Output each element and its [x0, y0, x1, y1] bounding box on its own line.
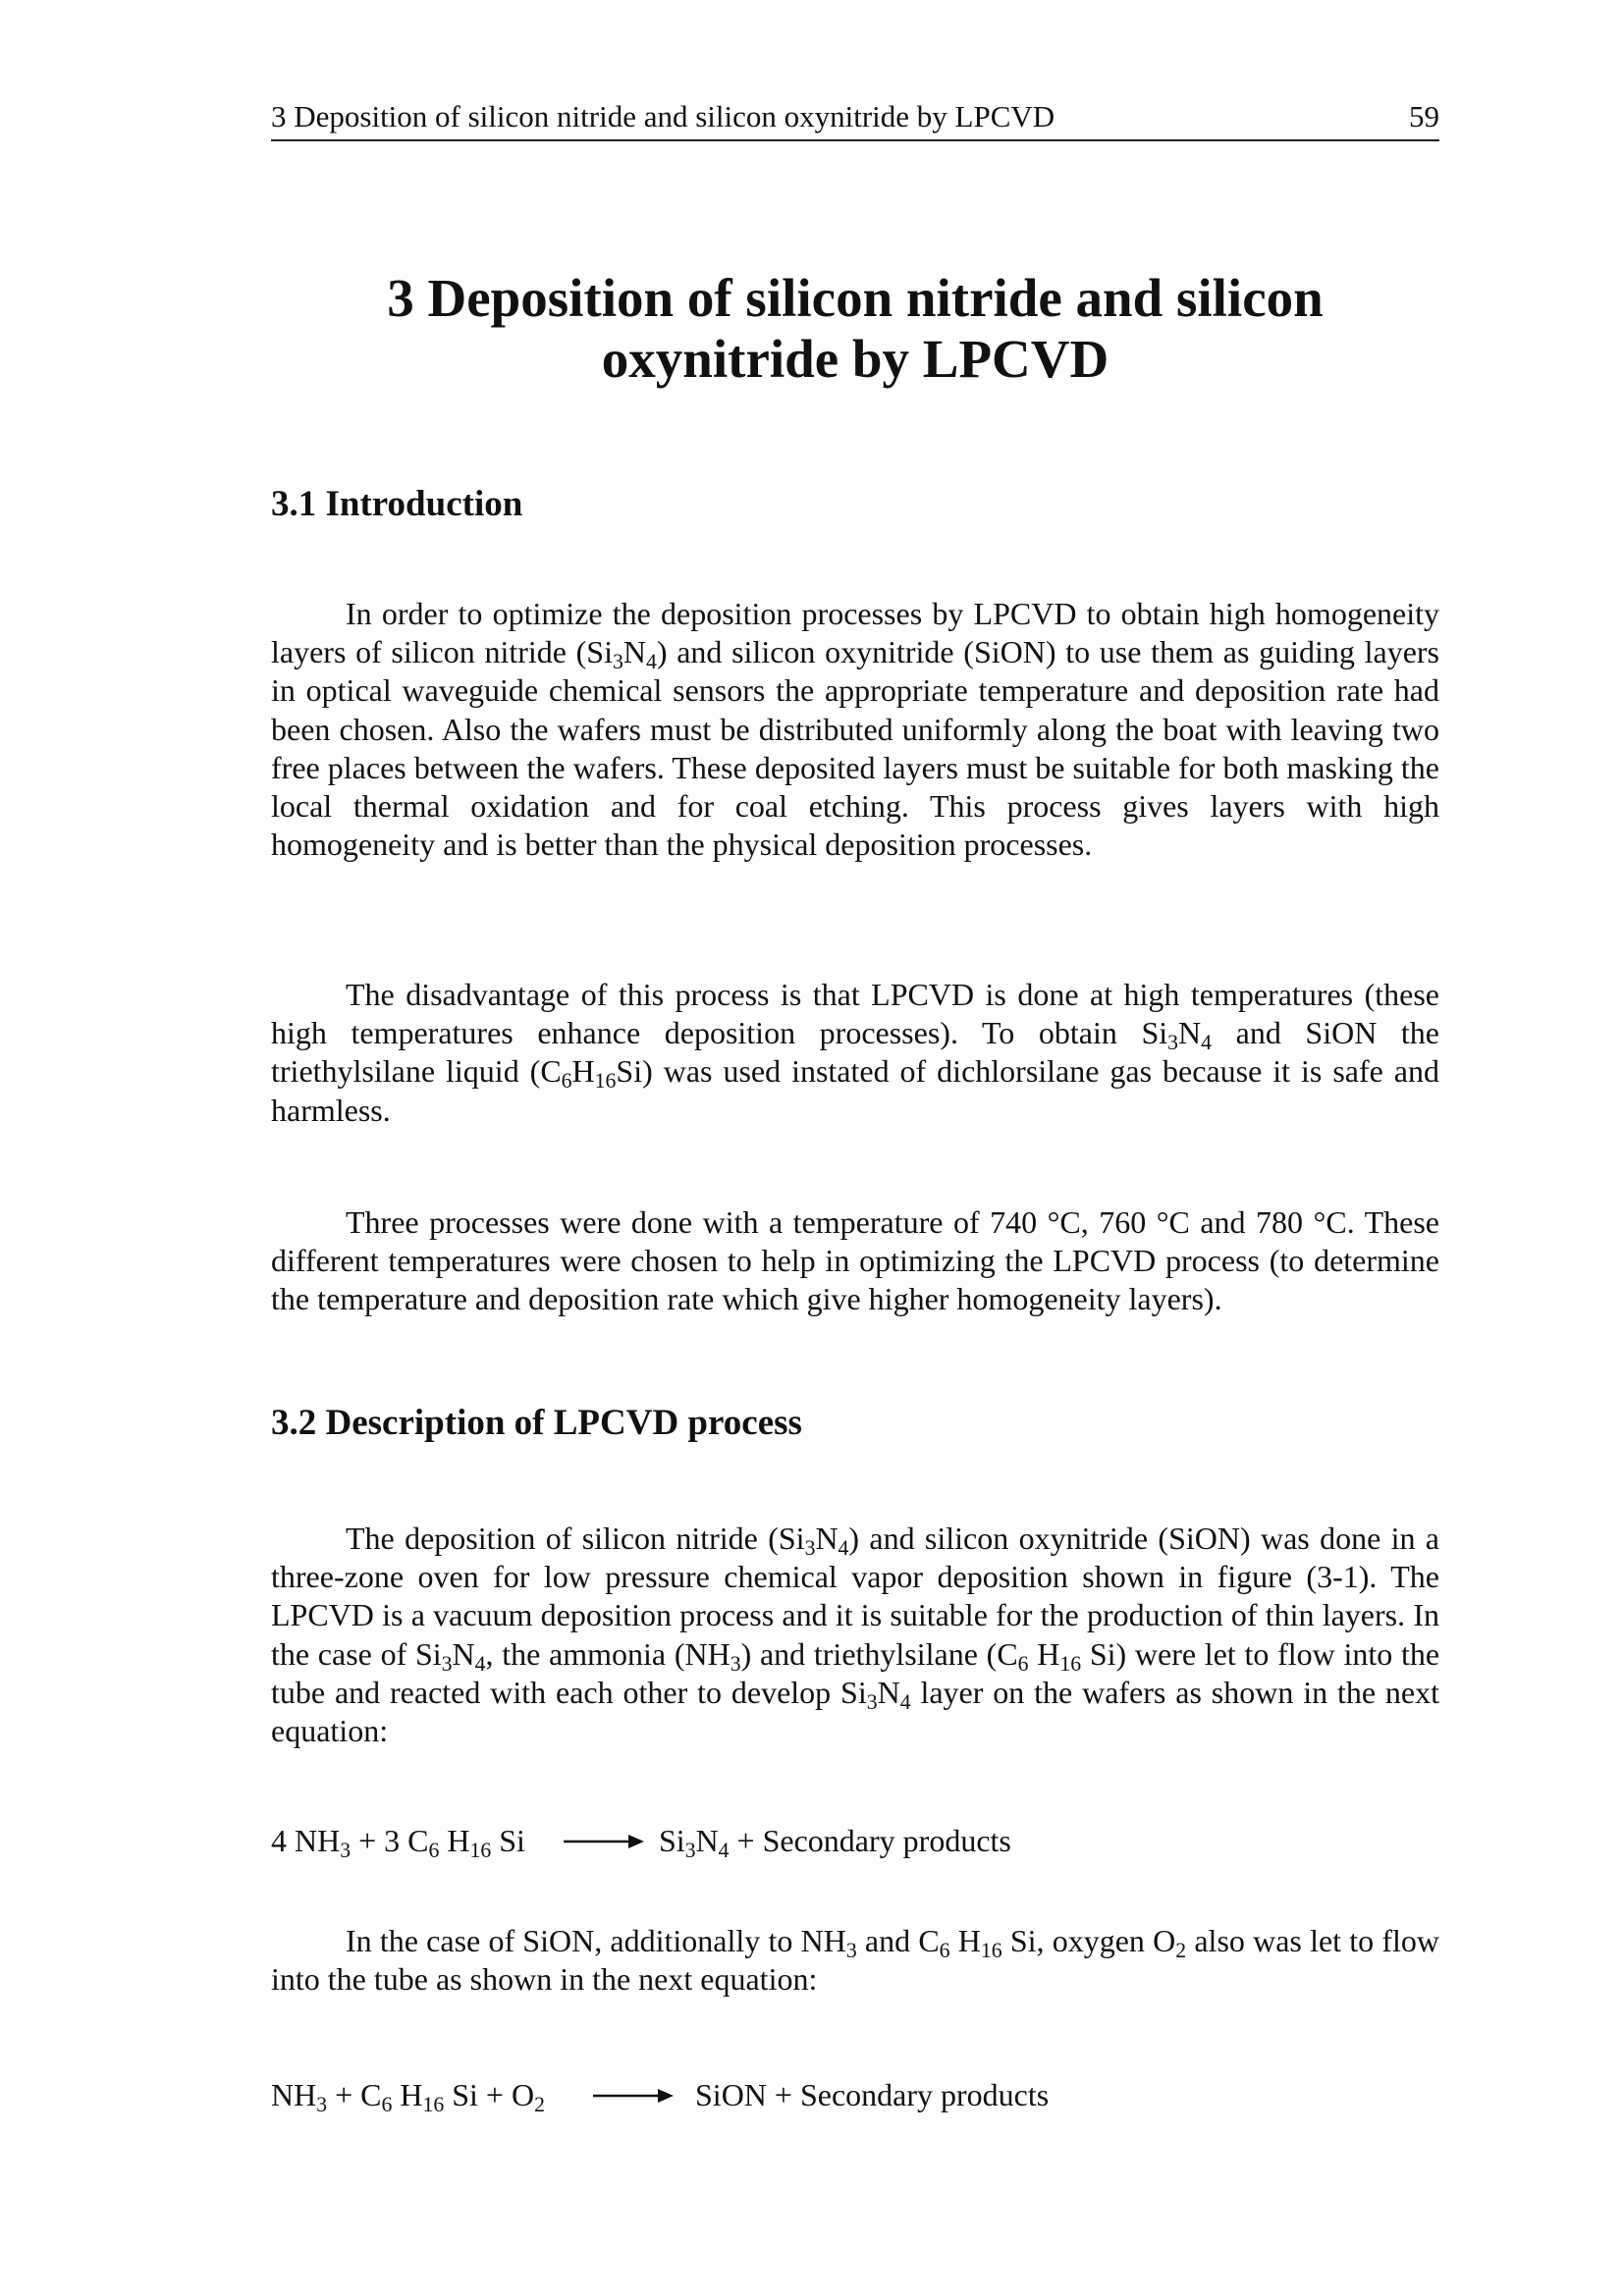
- chapter-title-line-1: 3 Deposition of silicon nitride and silicon: [387, 268, 1324, 328]
- paragraph-introduction-1: In order to optimize the deposition processes by LPCVD to obtain high homogeneity layers of silicon nitride $(Si_3N_4)$ and silicon oxynitride (SiON) to use them as guiding layers in optical waveguide chemical sensors the appropriate temperature and deposition rate had been chosen. Also the wafers must be distributed uniformly along the boat with leaving two free places between the wafers. These deposited layers must be suitable for both masking the local thermal oxidation and for coal etching. This process gives layers with high homogeneity and is better than the physical deposition processes.: [271, 596, 1440, 863]
- equation-rhs: $Si_3N_4$ + Secondary products: [659, 1823, 1011, 1863]
- section-heading-description: 3.2 Description of LPCVD process: [271, 1403, 802, 1443]
- equation-lhs: $NH_3 + C_6$ $H_{16}$ $Si + O_2$: [271, 2077, 545, 2117]
- paragraph-introduction-3: Three processes were done with a temperature of 740 °C, 760 °C and 780 °C. These different temperatures were chosen to help in optimizing the LPCVD process (to determine the temperature and deposition rate which give higher homogeneity layers).: [271, 1204, 1439, 1317]
- reaction-arrow-icon: [593, 2075, 674, 2114]
- chapter-title: [271, 268, 1439, 390]
- page-number: 59: [1409, 99, 1439, 133]
- section-heading-introduction: 3.1 Introduction: [271, 484, 523, 524]
- running-header: [271, 94, 1439, 141]
- equation-rhs: SiON + Secondary products: [695, 2077, 1050, 2112]
- paragraph-description-2: In the case of SiON, additionally to $NH_3$ and $C_6$ $H_{16}$ Si, oxygen $O_2$ also was let to flow into the tube as shown in the next equation:: [271, 1923, 1440, 1998]
- paragraph-introduction-2: The disadvantage of this process is that LPCVD is done at high temperatures (these high temperatures enhance deposition processes). To obtain $Si_3N_4$ and SiON the triethylsilane liquid $(C_6H_{16}Si)$ was used instated of dichlorsilane gas because it is safe and harmless.: [271, 977, 1440, 1128]
- running-title: 3 Deposition of silicon nitride and silicon oxynitride by LPCVD: [271, 99, 1055, 133]
- paragraph-description-1: The deposition of silicon nitride $(Si_3N_4)$ and silicon oxynitride (SiON) was done in a three-zone oven for low pressure chemical vapor deposition shown in figure (3-1). The LPCVD is a vacuum deposition process and it is suitable for the production of thin layers. In the case of $Si_3N_4$, the ammonia $(NH_3)$ and triethylsilane ($C_6$ $H_{16}$ Si) were let to flow into the tube and reacted with each other to develop $Si_3N_4$ layer on the wafers as shown in the next equation:: [271, 1521, 1440, 1749]
- chapter-title-line-2: oxynitride by LPCVD: [601, 329, 1109, 389]
- reaction-arrow-icon: [564, 1821, 644, 1860]
- equation-lhs: 4 $NH_3 + 3$ $C_6$ $H_{16}$ Si: [271, 1823, 525, 1863]
